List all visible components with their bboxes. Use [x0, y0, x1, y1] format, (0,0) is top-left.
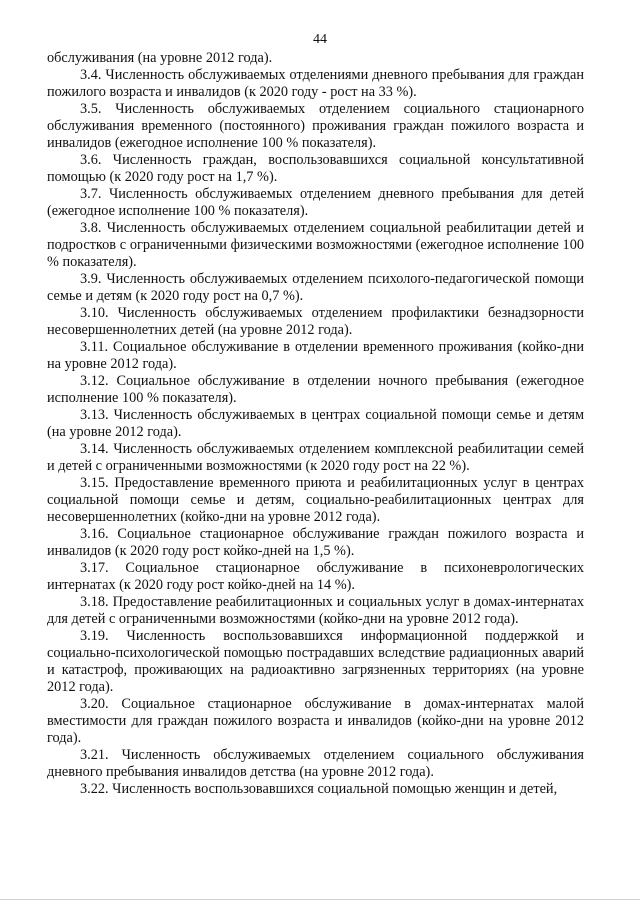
page-number: 44 [313, 32, 327, 47]
paragraph-3-22: 3.22. Численность воспользовавшихся социальной помощью женщин и детей, [80, 781, 558, 797]
paragraph-3-17: 3.17. Социальное стационарное обслуживание в психоневрологических интернатах (к 2020 году рост койко-дней на 14 %). [47, 560, 584, 593]
paragraph-3-21: 3.21. Численность обслуживаемых отделением социального обслуживания дневного пребывания инвалидов детства (на уровне 2012 года). [47, 747, 584, 780]
paragraph-3-10: 3.10. Численность обслуживаемых отделением профилактики безнадзорности несовершеннолетних детей (на уровне 2012 года). [47, 305, 584, 338]
paragraph-3-9: 3.9. Численность обслуживаемых отделением психолого-педагогической помощи семье и детям (к 2020 году рост на 0,7 %). [47, 271, 584, 304]
paragraph-3-7: 3.7. Численность обслуживаемых отделением дневного пребывания для детей (ежегодное исполнение 100 % показателя). [47, 186, 584, 219]
paragraph-3-6: 3.6. Численность граждан, воспользовавшихся социальной консультативной помощью (к 2020 году рост на 1,7 %). [47, 152, 584, 185]
paragraph-3-13: 3.13. Численность обслуживаемых в центрах социальной помощи семье и детям (на уровне 2012 года). [47, 407, 584, 440]
paragraph-3-11: 3.11. Социальное обслуживание в отделении временного проживания (койко-дни на уровне 2012 года). [47, 339, 584, 372]
paragraph-3-8: 3.8. Численность обслуживаемых отделением социальной реабилитации детей и подростков с ограниченными физическими возможностями (ежегодное исполнение 100 % показателя). [47, 220, 584, 270]
paragraph-continuation: обслуживания (на уровне 2012 года). [47, 50, 273, 66]
paragraph-3-14: 3.14. Численность обслуживаемых отделением комплексной реабилитации семей и детей с ограниченными возможностями (к 2020 году рост на 22 %). [47, 441, 584, 474]
paragraph-3-18: 3.18. Предоставление реабилитационных и социальных услуг в домах-интернатах для детей с ограниченными возможностями (койко-дни на уровне 2012 года). [47, 594, 584, 627]
page-bottom-edge [0, 899, 640, 900]
paragraph-3-19: 3.19. Численность воспользовавшихся информационной поддержкой и социально-психологической помощью пострадавших вследствие радиационных аварий и катастроф, проживающих на радиоактивно загрязненных территориях (на уровне 2012 года). [47, 628, 584, 695]
paragraph-3-15: 3.15. Предоставление временного приюта и реабилитационных услуг в центрах социальной помощи семье и детям, социально-реабилитационных центрах для несовершеннолетних (койко-дни на уровне 2012 года). [47, 475, 584, 525]
paragraph-3-20: 3.20. Социальное стационарное обслуживание в домах-интернатах малой вместимости для граждан пожилого возраста и инвалидов (койко-дни на уровне 2012 года). [47, 696, 584, 746]
paragraph-3-4: 3.4. Численность обслуживаемых отделениями дневного пребывания для граждан пожилого возраста и инвалидов (к 2020 году - рост на 33 %). [47, 67, 584, 100]
document-body [47, 50, 584, 798]
paragraph-3-16: 3.16. Социальное стационарное обслуживание граждан пожилого возраста и инвалидов (к 2020 году рост койко-дней на 1,5 %). [47, 526, 584, 559]
paragraph-3-5: 3.5. Численность обслуживаемых отделением социального стационарного обслуживания временного (постоянного) проживания граждан пожилого возраста и инвалидов (ежегодное исполнение 100 % показателя). [47, 101, 584, 151]
paragraph-3-12: 3.12. Социальное обслуживание в отделении ночного пребывания (ежегодное исполнение 100 % показателя). [47, 373, 584, 406]
